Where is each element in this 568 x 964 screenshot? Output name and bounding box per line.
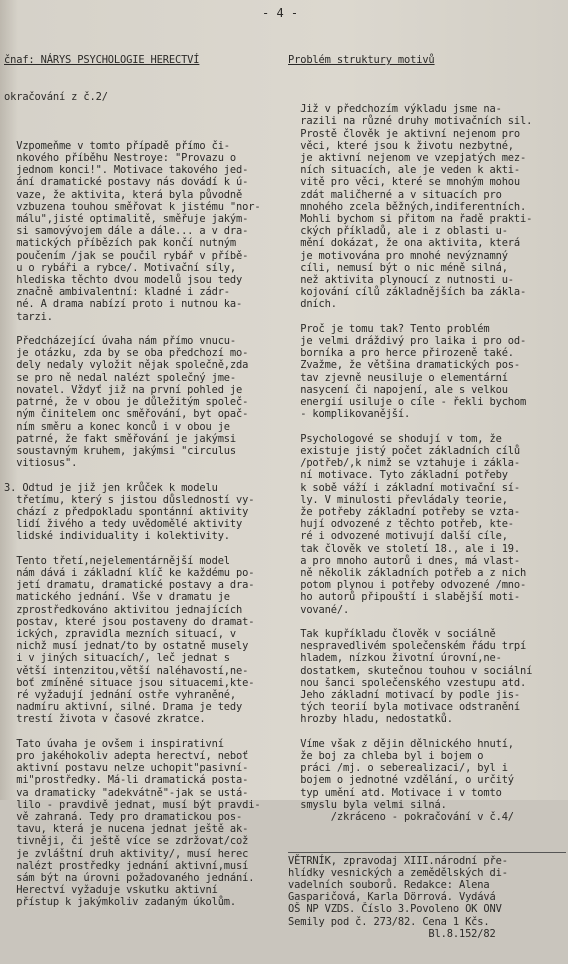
text-line: kojování cílů základnějších ba zákla-: [288, 286, 527, 299]
text-line: soustavným kruhem, jakýmsi "circulus: [4, 444, 237, 457]
colophon-line: Semily pod č. 273/82. Cena 1 Kčs.: [288, 915, 490, 928]
text-line: než aktivita plynoucí z nutnosti u-: [288, 274, 514, 287]
text-line: se pro ně nedal nalézt společný jme-: [4, 371, 237, 384]
text-line: [288, 311, 566, 323]
right-article-body: [288, 91, 566, 823]
text-line: matických příbězích pak končí nutným: [4, 237, 237, 250]
text-line: ré vyžadují jednání ostře vyhraněné,: [4, 688, 237, 701]
colophon-line: vadelních souborů. Redakce: Alena: [288, 879, 490, 892]
text-line: že boj za chleba byl i bojem o: [288, 749, 484, 762]
text-line: boť zmíněné situace jsou situacemi,kte-: [4, 676, 255, 689]
text-line: nou šanci společenského vzestupu atd.: [288, 676, 527, 689]
text-line: poučením /jak se poučil rybář v příbě-: [4, 249, 249, 262]
text-line: tav zjevně neusiluje o elementární: [288, 371, 508, 384]
text-line: [288, 421, 566, 433]
right-column: [288, 30, 566, 964]
text-line: Předcházející úvaha nám přímo vnucu-: [4, 335, 237, 348]
text-line: že potřeby základní potřeby se vzta-: [288, 505, 521, 518]
text-line: matického jednání. Vše v dramatu je: [4, 591, 230, 604]
colophon-line: hlídky vesnických a zemědělských di-: [288, 866, 508, 879]
text-line: vaze, že aktivita, která byla původně: [4, 188, 243, 201]
text-line: patrné, že fakt směřování je jakýmsi: [4, 432, 237, 445]
text-line: věci, které jsou k životu nezbytné,: [288, 139, 514, 152]
text-line: chází z předpokladu spontánní aktivity: [4, 505, 249, 518]
text-line: nespravedlivém společenském řádu trpí: [288, 640, 527, 653]
text-line: /zkráceno - pokračování v č.4/: [288, 811, 514, 823]
text-line: vitě pro věci, které se mnohým mohou: [288, 176, 521, 189]
text-line: vitiosus".: [4, 457, 78, 470]
text-line: novatel. Vždyť již na první pohled je: [4, 383, 243, 396]
text-line: si samovývojem dále a dále... a v dra-: [4, 225, 249, 238]
text-line: ních situacích, ale je veden k akti-: [288, 164, 521, 177]
text-line: né. A drama nabízí proto i nutnou ka-: [4, 298, 243, 311]
text-line: Tento třetí,nejelementárnější model: [4, 554, 230, 567]
text-line: va dramaticky "adekvátně"-jak se ustá-: [4, 786, 249, 799]
text-line: jednom konci!". Motivace takového jed-: [4, 164, 249, 177]
text-line: hují odvozené z těchto potřeb, kte-: [288, 518, 514, 531]
text-line: zprostředkováno aktivitou jednajících: [4, 603, 243, 616]
text-line: trestí života v časové zkratce.: [4, 713, 206, 726]
text-line: [288, 726, 566, 738]
text-line: [288, 616, 566, 628]
text-line: ným činitelem onc směřování, byt opač-: [4, 408, 249, 421]
text-line: mnohého zcela běžných,indiferentních.: [288, 200, 527, 213]
text-line: je motivována pro mnohé nevýznamný: [288, 249, 508, 262]
text-line: tavu, která je nucena jednat ještě ak-: [4, 823, 249, 836]
text-line: sám být na úrovni požadovaného jednání.: [4, 872, 255, 885]
text-line: tých teorií byla motivace odstranění: [288, 701, 521, 714]
text-line: ré i odvozené motivují další cíle,: [288, 530, 508, 543]
text-line: ně několik základních potřeb a z nich: [288, 566, 527, 579]
text-line: lidské individuality i kolektivity.: [4, 530, 230, 543]
text-line: Mohli bychom si přitom na řadě prakti-: [288, 213, 533, 226]
left-article-body: [4, 128, 280, 909]
text-line: značně ambivalentní: kladné i zádr-: [4, 286, 230, 299]
text-line: je aktivní nejenom ve vzepjatých mez-: [288, 152, 527, 165]
text-line: zdát maličherné a v situacích pro: [288, 188, 502, 201]
page-number: - 4 -: [262, 6, 299, 20]
text-line: smyslu byla velmi silná.: [288, 798, 447, 811]
text-line: dních.: [288, 298, 337, 311]
text-line: u o rybáři a rybce/. Motivační síly,: [4, 261, 237, 274]
text-line: Prostě člověk je aktivní nejenom pro: [288, 127, 521, 140]
text-line: ním směru a konec konců i v obou je: [4, 420, 230, 433]
text-line: patrné, že v obou je důležitým společ-: [4, 396, 249, 409]
colophon: [288, 852, 566, 940]
text-line: Jeho základní motivací by podle jis-: [288, 688, 521, 701]
text-line: nalézt prostředky jednání aktivní,musí: [4, 859, 249, 872]
text-line: Zvažme, že většina dramatických pos-: [288, 359, 521, 372]
text-line: větší intenzitou,větší naléhavostí,ne-: [4, 664, 249, 677]
text-line: nadmíru aktivní, silné. Drama je tedy: [4, 701, 243, 714]
text-line: Herectví vyžaduje vskutku aktivní: [4, 884, 218, 897]
text-line: mi"prostředky. Má-li dramatická posta-: [4, 774, 249, 787]
text-line: ly. V minulosti převládaly teorie,: [288, 493, 508, 506]
text-line: tivněji, či ještě více se zdržovat/což: [4, 835, 249, 848]
text-line: [4, 469, 280, 481]
text-line: třetímu, který s jistou důsledností vy-: [4, 493, 255, 506]
text-line: vované/.: [288, 603, 350, 616]
text-line: hlediska těchto dvou modelů jsou tedy: [4, 274, 243, 287]
text-line: je velmi dráždivý pro laika i pro od-: [288, 335, 527, 348]
colophon-line: VĚTRNÍK, zpravodaj XIII.národní pře-: [288, 854, 508, 867]
text-line: nkového příběhu Nestroye: "Provazu o: [4, 152, 237, 165]
text-line: lilo - pravdivě jednat, musí být pravdi-: [4, 798, 261, 811]
text-line: k sobě váží i základní motivační sí-: [288, 481, 521, 494]
text-line: ní motivace. Tyto základní potřeby: [288, 469, 508, 482]
text-line: postav, které jsou postaveny do dramat-: [4, 615, 255, 628]
text-line: nám dává i základní klíč ke každému po-: [4, 566, 255, 579]
text-line: tak člověk ve století 18., ale i 19.: [288, 542, 521, 555]
text-line: málu",jisté optimalitě, směřuje jakým-: [4, 213, 249, 226]
right-article-title: Problém struktury motivů: [288, 54, 435, 67]
text-line: tarzi.: [4, 310, 53, 323]
text-line: pro jakéhokoliv adepta herectví, neboť: [4, 749, 249, 762]
text-line: Víme však z dějin dělnického hnutí,: [288, 737, 514, 750]
text-line: bojem o jednotné vzdělání, o určitý: [288, 774, 514, 787]
text-line: nasycení či napojení, ale s velkou: [288, 383, 508, 396]
text-line: hladem, nízkou životní úrovní,ne-: [288, 652, 502, 665]
text-line: energií usiluje o cíle - řekli bychom: [288, 396, 527, 409]
text-line: Psychologové se shodují v tom, že: [288, 432, 502, 445]
text-line: razili na různé druhy motivačních sil.: [288, 115, 533, 128]
text-line: borníka a pro herce přirozeně také.: [288, 347, 514, 360]
text-line: [4, 323, 280, 335]
text-line: existuje jistý počet základních cílů: [288, 444, 521, 457]
text-line: je zvláštní druh aktivity/, musí herec: [4, 847, 249, 860]
text-line: ho autorů připouští i slabější moti-: [288, 591, 521, 604]
left-article-title: čnaf: NÁRYS PSYCHOLOGIE HERECTVÍ: [4, 54, 200, 67]
text-line: cíli, nemusí být o nic méně silná,: [288, 261, 508, 274]
colophon-line: Gasparičová, Karla Dörrová. Vydává: [288, 891, 496, 904]
text-line: 3. Odtud je již jen krůček k modelu: [4, 481, 218, 494]
text-line: nichž musí jednat/to by ostatně musely: [4, 640, 249, 653]
text-line: mění dokázat, že ona aktivita, která: [288, 237, 521, 250]
text-line: dely nedaly vyložit nějak společně,zda: [4, 359, 249, 372]
text-line: hrozby hladu, nedostatků.: [288, 713, 453, 726]
text-line: typ umění atd. Motivace i v tomto: [288, 786, 502, 799]
colophon-line: OŠ NP VZDS. Číslo 3.Povoleno OK ONV: [288, 903, 502, 916]
text-line: potom plynou i potřeby odvozené /mno-: [288, 579, 527, 592]
text-line: práci /mj. o seberealizaci/, byl i: [288, 762, 508, 775]
text-line: Tak kupříkladu člověk v sociálně: [288, 627, 496, 640]
text-line: ání dramatické postavy nás dovádí k ú-: [4, 176, 249, 189]
text-line: Proč je tomu tak? Tento problém: [288, 322, 490, 335]
text-line: dostatkem, skutečnou touhou v sociální: [288, 664, 533, 677]
text-line: jetí dramatu, dramatické postavy a dra-: [4, 579, 255, 592]
left-continuation-note: okračování z č.2/: [4, 91, 108, 104]
text-line: vě zahraná. Tedy pro dramatickou pos-: [4, 811, 243, 823]
text-line: [4, 543, 280, 555]
text-line: [4, 128, 280, 140]
text-line: aktivní postavu nelze uchopit"pasivní-: [4, 762, 249, 775]
text-line: je otázku, zda by se oba předchozí mo-: [4, 347, 249, 360]
text-line: i v jiných situacích/, leč jednat s: [4, 652, 230, 665]
text-line: Vzpomeňme v tomto případě přímo či-: [4, 139, 230, 152]
text-line: Tato úvaha je ovšem i inspirativní: [4, 737, 224, 750]
text-line: ických, zpravidla mezních situací, v: [4, 627, 237, 640]
text-line: přístup k jakýmkoliv zadaným úkolům.: [4, 896, 237, 909]
colophon-line: Bl.8.152/82: [288, 927, 496, 940]
text-line: Již v předchozím výkladu jsme na-: [288, 103, 502, 116]
text-line: [288, 91, 566, 103]
text-line: - komplikovanější.: [288, 408, 411, 421]
text-line: [4, 726, 280, 738]
text-line: /potřeb/,k nimž se vztahuje i zákla-: [288, 457, 521, 470]
text-line: vzbuzena touhou směřovat k jistému "nor-: [4, 200, 261, 213]
left-column: [4, 30, 280, 933]
text-line: a pro mnoho autorů i dnes, má vlast-: [288, 554, 521, 567]
text-line: lidí živého a tedy uvědomělé aktivity: [4, 518, 243, 531]
text-line: ckých příkladů, ale i z oblasti u-: [288, 225, 508, 238]
